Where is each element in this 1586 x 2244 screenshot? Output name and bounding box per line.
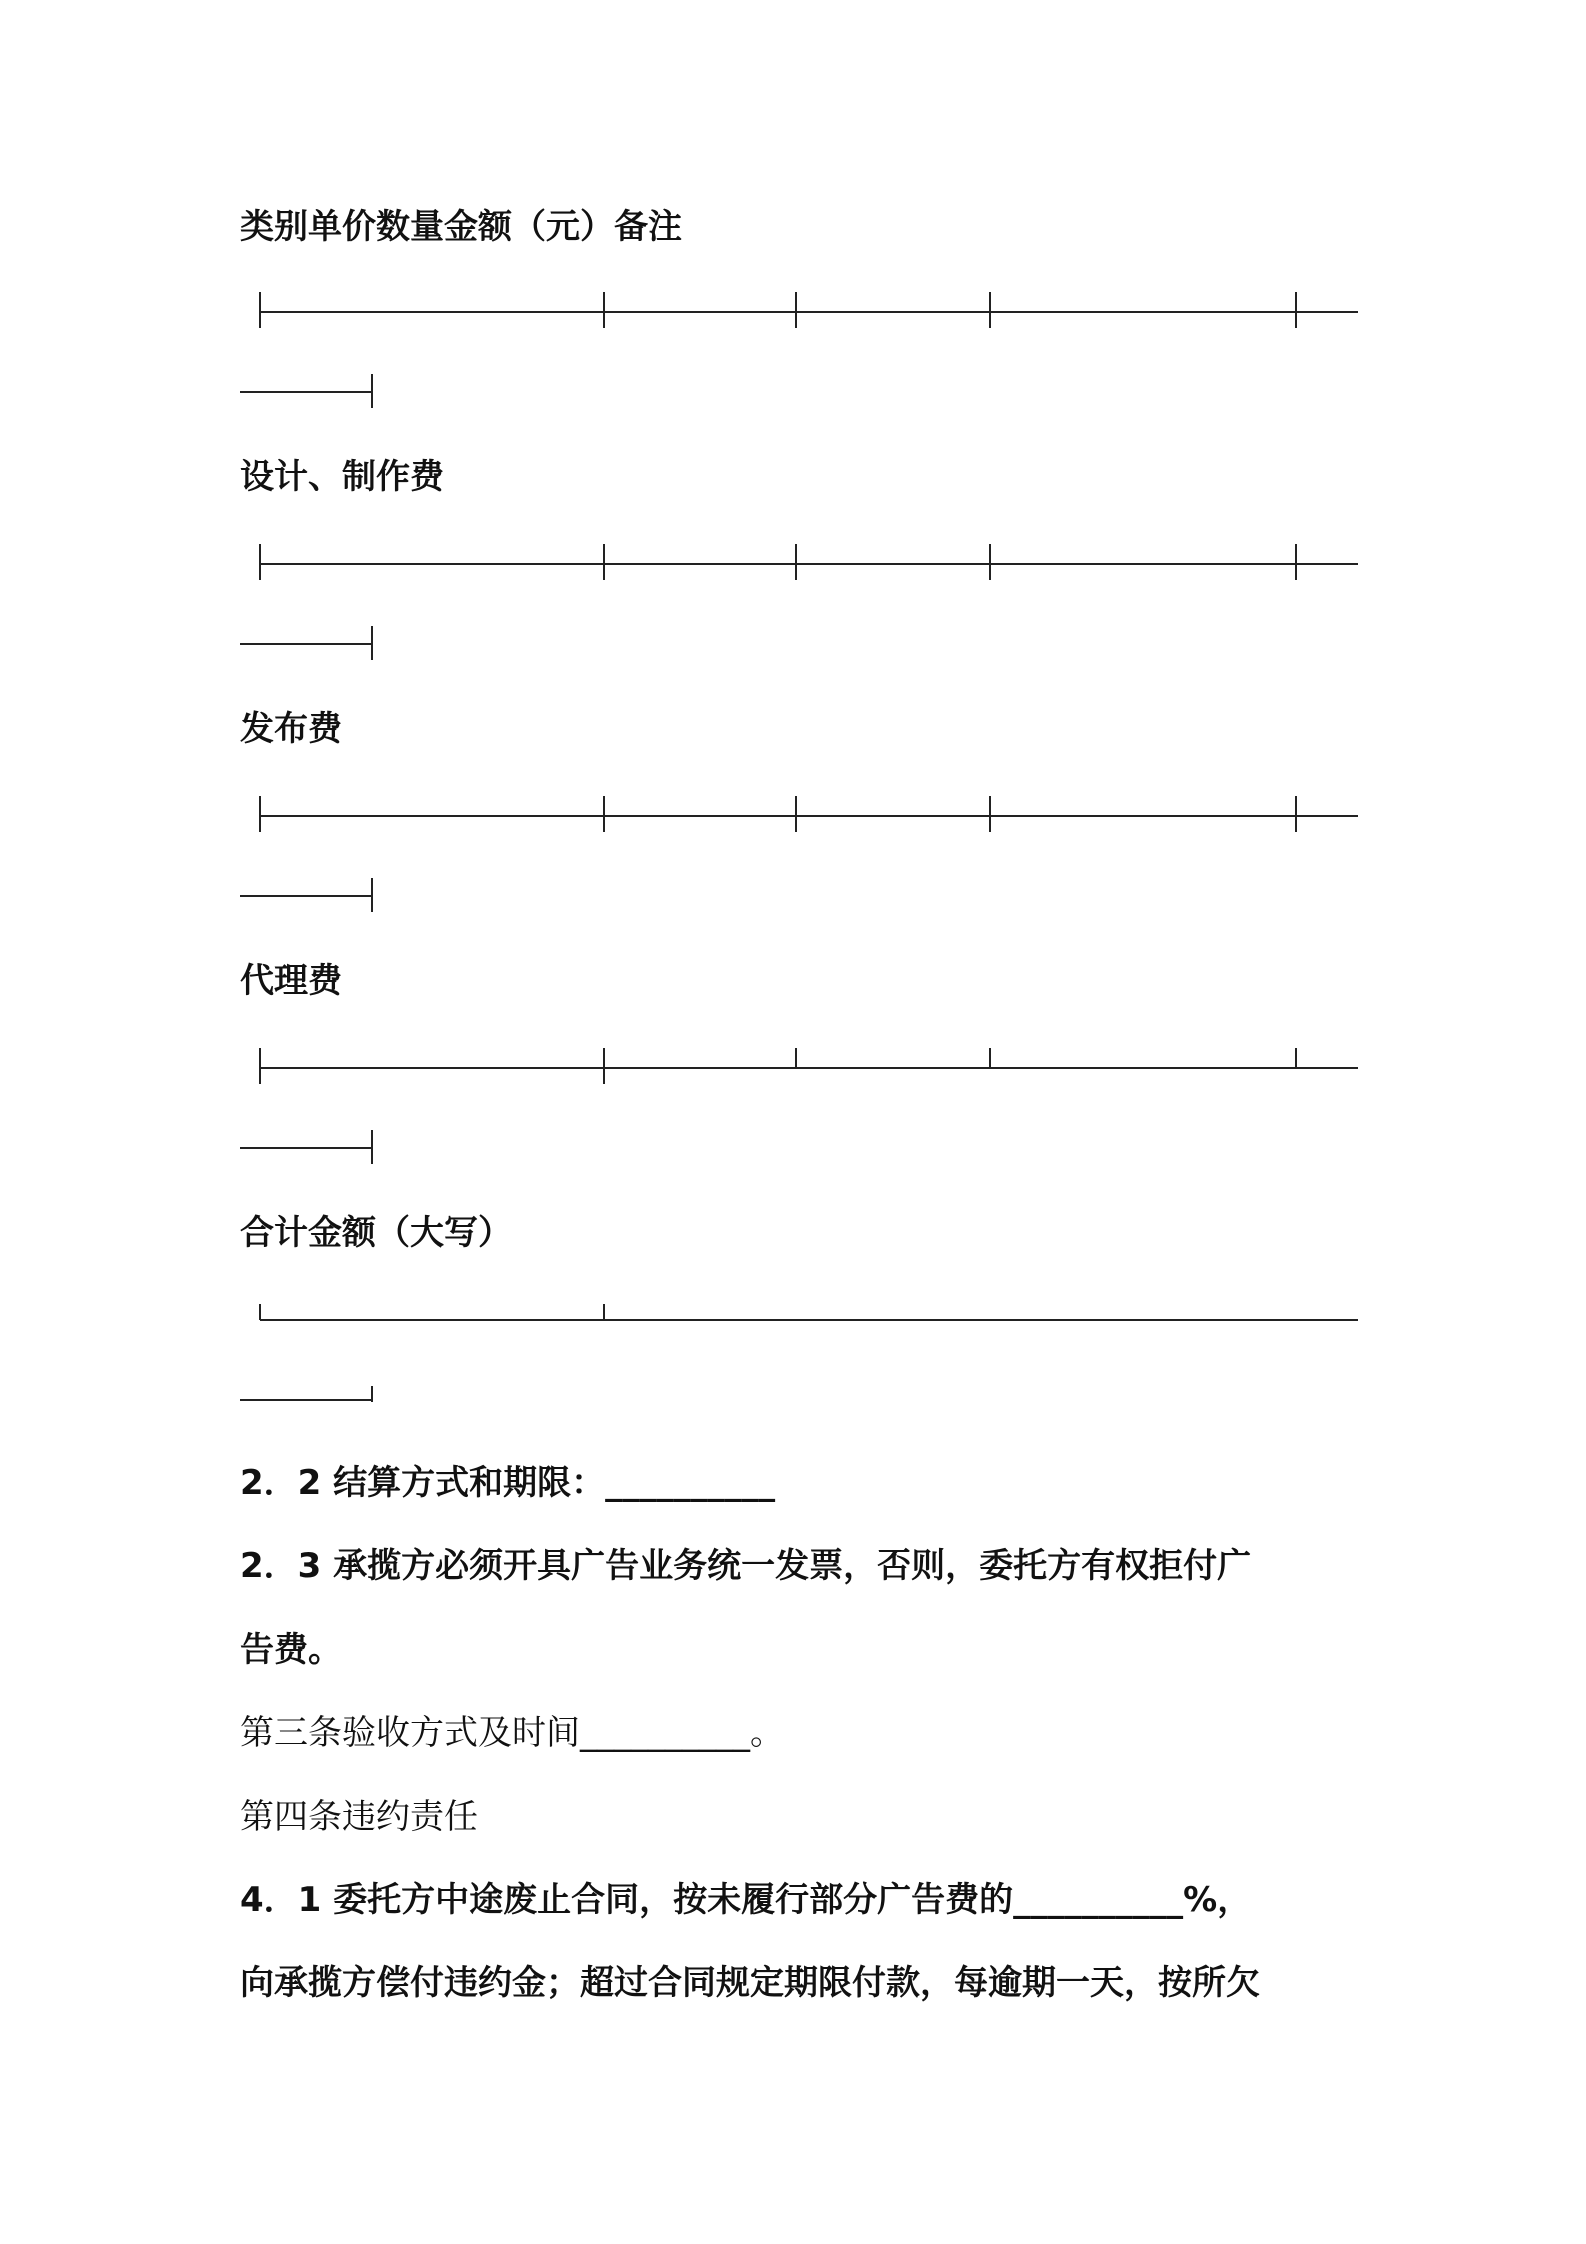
table-separator-line	[240, 542, 1360, 662]
table-separator-line	[240, 1046, 1360, 1166]
row-label-design-fee: 设计、制作费	[240, 457, 444, 497]
clause-4-1-line-1: 4．1 委托方中途废止合同，按未履行部分广告费的__________%，	[240, 1880, 1252, 1920]
table-separator-line	[240, 290, 1360, 410]
table-header-line: 类别单价数量金额（元）备注	[240, 207, 682, 247]
settlement-line: 2．2 结算方式和期限：__________	[240, 1463, 776, 1503]
liability-heading: 第四条违约责任	[240, 1797, 478, 1837]
invoice-line-2: 告费。	[240, 1630, 342, 1670]
row-label-publish-fee: 发布费	[240, 709, 342, 749]
acceptance-line: 第三条验收方式及时间__________。	[240, 1713, 784, 1753]
clause-4-1-line-2: 向承揽方偿付违约金；超过合同规定期限付款，每逾期一天，按所欠	[240, 1963, 1260, 2003]
invoice-line-1: 2．3 承揽方必须开具广告业务统一发票，否则，委托方有权拒付广	[240, 1546, 1252, 1586]
row-label-agency-fee: 代理费	[240, 961, 342, 1001]
table-separator-line	[240, 794, 1360, 914]
table-bottom-border	[240, 1298, 1360, 1418]
row-label-total-amount: 合计金额（大写）	[240, 1213, 512, 1253]
